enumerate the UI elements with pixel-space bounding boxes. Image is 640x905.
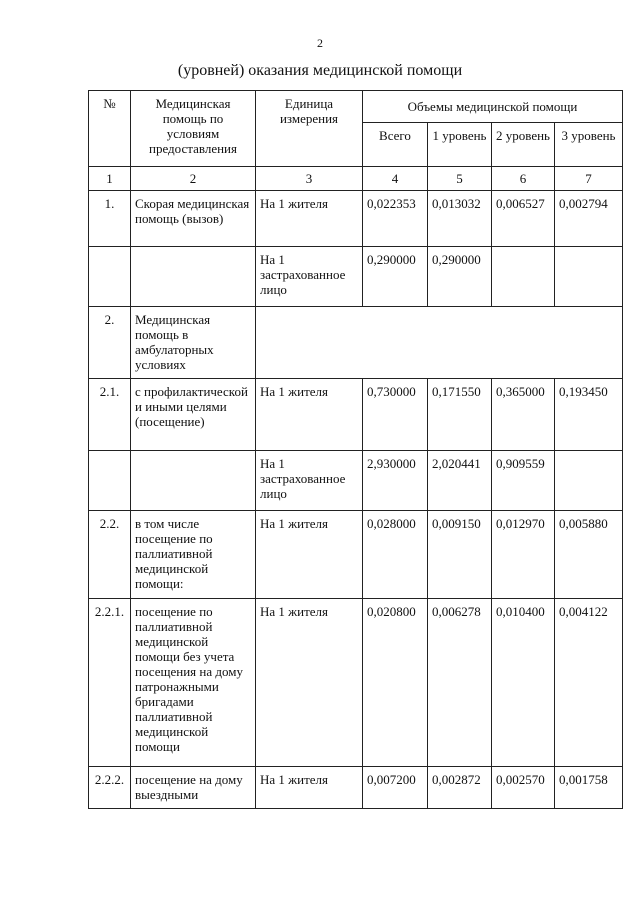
value-total: 0,730000 xyxy=(363,379,428,451)
unit: На 1 жителя xyxy=(256,599,363,767)
page-number: 2 xyxy=(317,36,323,50)
header-total: Всего xyxy=(363,123,428,167)
row-number xyxy=(89,247,131,307)
column-number: 3 xyxy=(256,167,363,191)
medical-volumes-table xyxy=(88,90,623,809)
value-level3: 0,001758 xyxy=(555,767,623,809)
value-level1: 0,009150 xyxy=(428,511,492,599)
row-number: 2.2.2. xyxy=(89,767,131,809)
column-number: 6 xyxy=(492,167,555,191)
care-type: Медицинская помощь в амбулаторных условиях xyxy=(131,307,256,379)
value-level3: 0,002794 xyxy=(555,191,623,247)
table-row xyxy=(89,379,623,451)
value-level1: 0,006278 xyxy=(428,599,492,767)
care-type: посещение по паллиативной медицинской помощи без учета посещения на дому патронажными бригадами паллиативной медицинской помощи xyxy=(131,599,256,767)
value-level1: 0,171550 xyxy=(428,379,492,451)
header-level3: 3 уровень xyxy=(555,123,623,167)
row-number: 2.1. xyxy=(89,379,131,451)
value-total: 2,930000 xyxy=(363,451,428,511)
table-row xyxy=(89,767,623,809)
row-number: 2.2. xyxy=(89,511,131,599)
column-number: 5 xyxy=(428,167,492,191)
table-row xyxy=(89,191,623,247)
row-number: 2. xyxy=(89,307,131,379)
value-level3: 0,004122 xyxy=(555,599,623,767)
row-number: 1. xyxy=(89,191,131,247)
unit: На 1 жителя xyxy=(256,511,363,599)
value-total: 0,290000 xyxy=(363,247,428,307)
value-level1: 0,290000 xyxy=(428,247,492,307)
table-row xyxy=(89,599,623,767)
column-number: 2 xyxy=(131,167,256,191)
row-number xyxy=(89,451,131,511)
table-row xyxy=(89,307,623,379)
value-level2: 0,012970 xyxy=(492,511,555,599)
column-number: 7 xyxy=(555,167,623,191)
value-level2: 0,006527 xyxy=(492,191,555,247)
header-no: № xyxy=(89,91,131,167)
header-level1: 1 уровень xyxy=(428,123,492,167)
value-level2 xyxy=(492,247,555,307)
merged-empty-cell xyxy=(256,307,623,379)
value-level1: 2,020441 xyxy=(428,451,492,511)
table-row xyxy=(89,451,623,511)
care-type: Скорая медицинская помощь (вызов) xyxy=(131,191,256,247)
column-number: 4 xyxy=(363,167,428,191)
header-level2: 2 уровень xyxy=(492,123,555,167)
value-level3 xyxy=(555,247,623,307)
header-volumes: Объемы медицинской помощи xyxy=(363,91,623,123)
value-level3: 0,005880 xyxy=(555,511,623,599)
table-row xyxy=(89,247,623,307)
unit: На 1 жителя xyxy=(256,379,363,451)
value-total: 0,028000 xyxy=(363,511,428,599)
document-heading: (уровней) оказания медицинской помощи xyxy=(177,62,463,79)
value-level3 xyxy=(555,451,623,511)
unit: На 1 жителя xyxy=(256,191,363,247)
value-total: 0,020800 xyxy=(363,599,428,767)
value-level2: 0,010400 xyxy=(492,599,555,767)
row-number: 2.2.1. xyxy=(89,599,131,767)
column-numbers-row xyxy=(89,167,623,191)
value-level3: 0,193450 xyxy=(555,379,623,451)
value-total: 0,022353 xyxy=(363,191,428,247)
value-total: 0,007200 xyxy=(363,767,428,809)
value-level2: 0,909559 xyxy=(492,451,555,511)
unit: На 1 застрахованное лицо xyxy=(256,247,363,307)
care-type: посещение на дому выездными xyxy=(131,767,256,809)
column-number: 1 xyxy=(89,167,131,191)
care-type: в том числе посещение по паллиативной медицинской помощи: xyxy=(131,511,256,599)
header-unit: Единица измерения xyxy=(256,91,363,167)
table-row xyxy=(89,511,623,599)
unit: На 1 застрахованное лицо xyxy=(256,451,363,511)
value-level1: 0,002872 xyxy=(428,767,492,809)
unit: На 1 жителя xyxy=(256,767,363,809)
value-level2: 0,002570 xyxy=(492,767,555,809)
value-level1: 0,013032 xyxy=(428,191,492,247)
care-type: с профилактической и иными целями (посещение) xyxy=(131,379,256,451)
header-care: Медицинская помощь по условиям предоставления xyxy=(131,91,256,167)
care-type xyxy=(131,451,256,511)
header-row xyxy=(89,91,623,123)
care-type xyxy=(131,247,256,307)
value-level2: 0,365000 xyxy=(492,379,555,451)
